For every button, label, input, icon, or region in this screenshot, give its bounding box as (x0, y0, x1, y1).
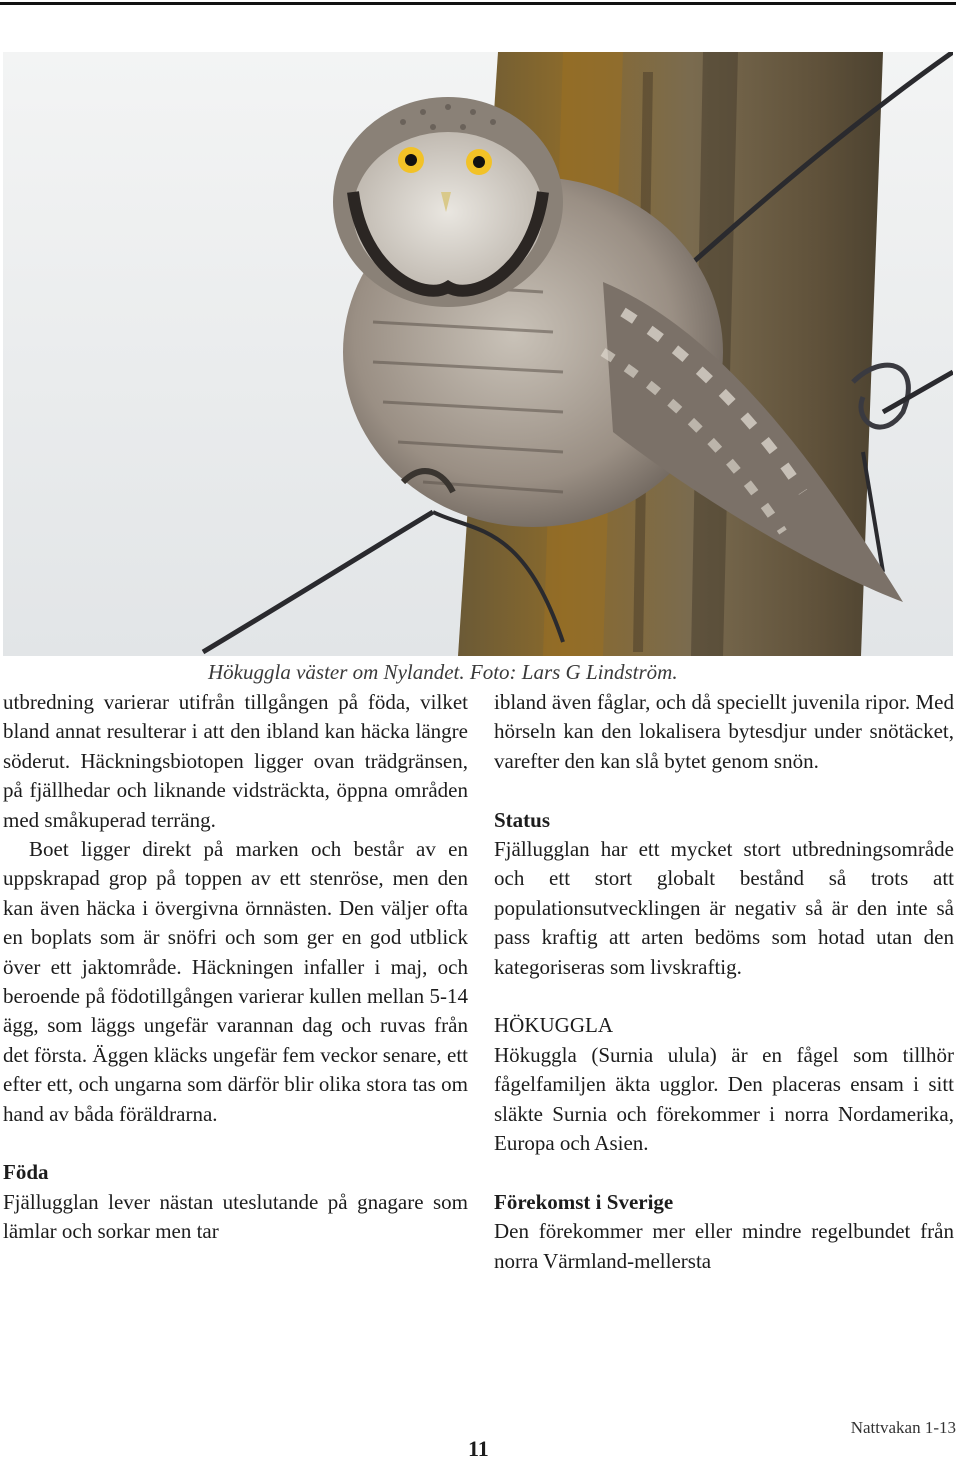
owl-photo (3, 52, 953, 656)
photo-caption: Hökuggla väster om Nylandet. Foto: Lars G Lindström. (208, 660, 678, 684)
paragraph: Fjällugglan har ett mycket stort utbredningsområde och ett stort globalt bestånd så trots att populationsutvecklingen är negativ så är den inte så pass kraftig att arten bedöms som hotad utan den kategoriseras som livskraftig. (494, 837, 954, 979)
page-number: 11 (468, 1436, 489, 1461)
section-heading-status: Status (494, 807, 551, 832)
left-column (3, 688, 468, 1247)
top-rule (0, 2, 956, 5)
paragraph: Boet ligger direkt på marken och består av en uppskrapad grop på toppen av ett stenröse, men den kan även häcka i övergivna örnnästen. Den väljer ofta en boplats som är snöfri och som ger en god utblick över ett jaktområde. Häckningen infaller i maj, och beroende på födotillgången varierar kullen mellan 5-14 ägg, som läggs ungefär varannan dag och ruvas från det första. Äggen kläcks ungefär fem veckor senare, ett efter ett, och ungarna som därför blir olika stora tas om hand av båda föräldrarna. (3, 837, 468, 1126)
paragraph: Den förekommer mer eller mindre regelbundet från norra Värmland-mellersta (494, 1219, 954, 1273)
journal-name: Nattvakan 1-13 (850, 1418, 956, 1437)
paragraph: Fjällugglan lever nästan uteslutande på gnagare som lämlar och sorkar men tar (3, 1189, 468, 1244)
paragraph: utbredning varierar utifrån tillgången på föda, vilket bland annat resulterar i att den ibland kan häcka längre söderut. Häckningsbiotopen ligger ovan trädgränsen, på fjällhedar och liknande vidsträckta, öppna områden med småkuperad terräng. (3, 690, 468, 832)
right-column (494, 688, 954, 1276)
section-heading-forekomst: Förekomst i Sverige (494, 1189, 674, 1214)
paragraph: Hökuggla (Surnia ulula) är en fågel som tillhör fågelfamiljen äkta ugglor. Den placeras ensam i sitt släkte Surnia och förekommer i norra Nordamerika, Europa och Asien. (494, 1042, 954, 1156)
paragraph: ibland även fåglar, och då speciellt juvenila ripor. Med hörseln kan den lokalisera bytesdjur under snötäcket, varefter den kan slå bytet genom snön. (494, 690, 954, 773)
section-heading-hokuggla: HÖKUGGLA (494, 1013, 613, 1038)
section-heading-foda: Föda (3, 1160, 49, 1185)
